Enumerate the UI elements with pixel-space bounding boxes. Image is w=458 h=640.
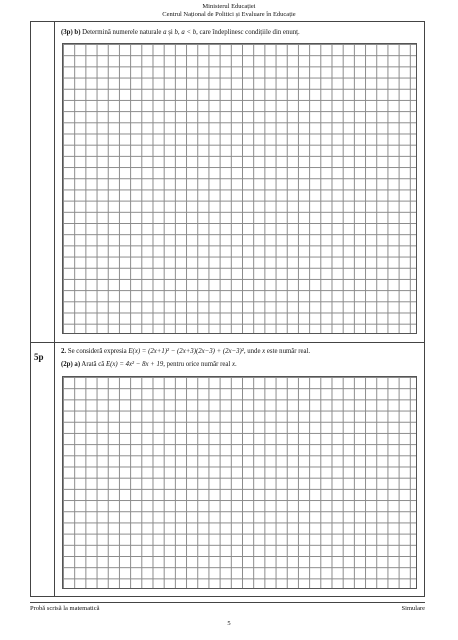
task-1b-statement: (3p) b) Determină numerele naturale a și b, a < b, care îndeplinesc condițiile din enunț. [61,29,300,36]
header-ministry: Ministerul Educației [202,3,256,10]
task-2a-text-after: , pentru orice număr real [163,361,231,368]
task-1b-text-end: , care îndeplinesc condițiile din enunț. [196,29,300,36]
task-1b-label: b) [74,29,81,36]
page-footer [30,602,425,612]
task-1b-points: (3p) [61,29,73,36]
page-header [0,3,458,19]
task-2a-end: . [235,361,237,368]
page-number: 5 [227,620,231,627]
task-divider [31,342,424,343]
task-1b-and: și [168,29,173,36]
score-column [31,22,55,596]
answer-grid-2a[interactable] [62,376,417,589]
task-2-where: , unde [243,348,261,355]
task-2a-var: x [231,361,236,368]
header-center: Centrul Național de Politici și Evaluare în Educație [162,11,296,18]
answer-grid-1b[interactable] [62,43,417,334]
task-2a-statement [61,360,237,369]
task-2-expression: E(x) = (2x+1)² − (2x+3)(2x−3) + (2x−3)² [128,348,244,355]
task-1b-var-b: b [174,29,178,36]
exam-frame [30,21,425,597]
task-2-statement [61,347,310,356]
task-1b-var-a: a [163,29,167,36]
footer-session: Simulare [401,605,425,612]
task-1b-text: Determină numerele naturale [82,29,162,36]
task-1b-condition: a < b [181,29,197,36]
task-2-where-end: este număr real. [266,348,311,355]
task-2a-expression: E(x) = 4x² − 8x + 19 [105,361,164,368]
task-2a-label: a) [74,361,81,368]
task-2-number: 2. [61,348,67,355]
task-2a-text: Arată că [81,361,105,368]
task-2a-points: (2p) [61,361,73,368]
task-2-score: 5p [34,352,44,362]
task-2-intro: Se consideră expresia [67,348,127,355]
task-2-var: x [262,348,266,355]
footer-exam-title: Probă scrisă la matematică [30,605,100,612]
